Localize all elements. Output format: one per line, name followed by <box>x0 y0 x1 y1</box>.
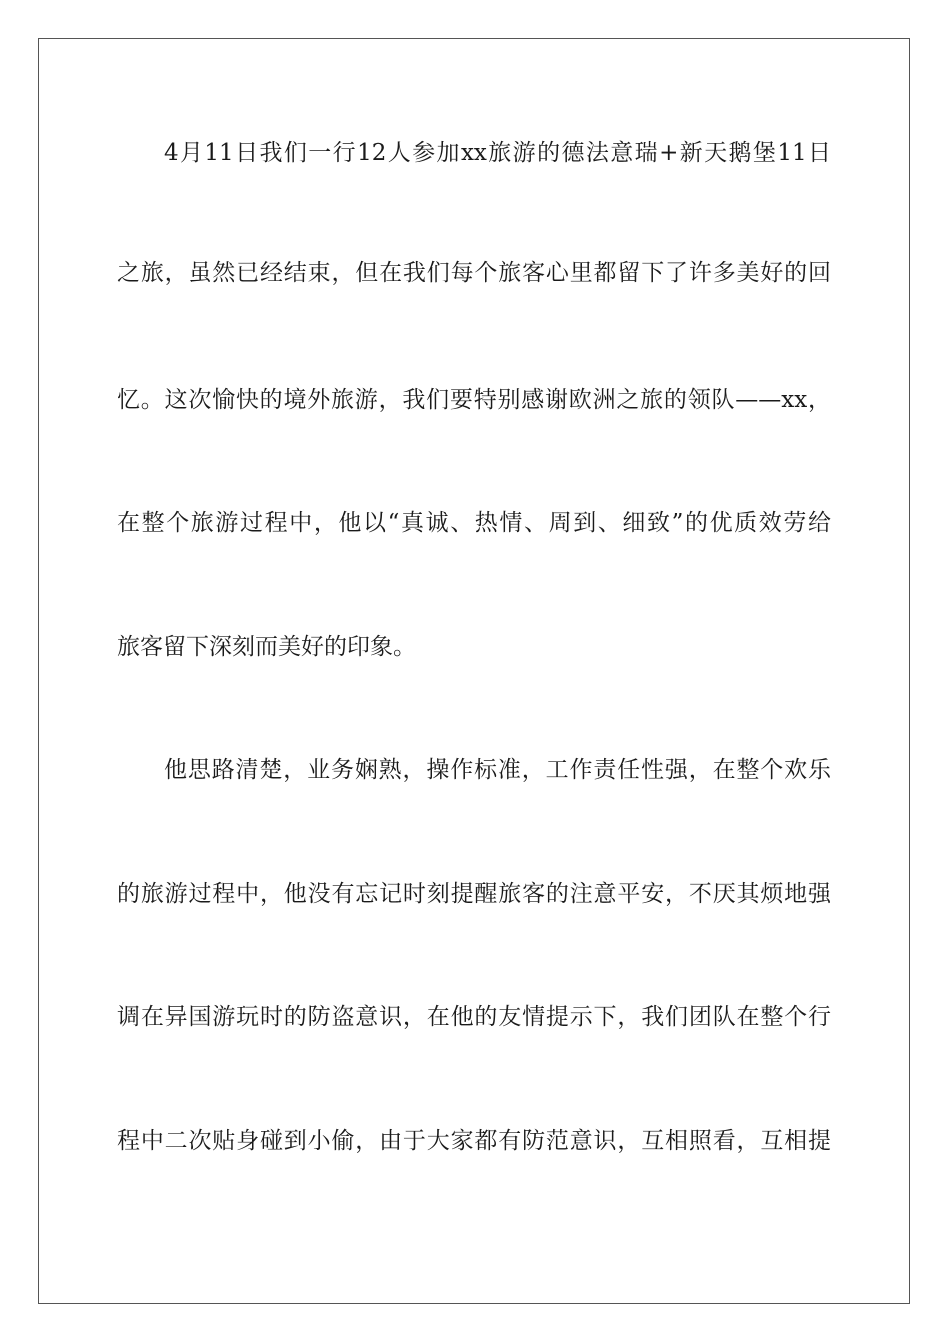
paragraph-2-line-4: 程中二次贴身碰到小偷，由于大家都有防范意识，互相照看，互相提 <box>117 1128 831 1154</box>
paragraph-2-line-1: 他思路清楚，业务娴熟，操作标准，工作责任性强，在整个欢乐 <box>164 757 831 783</box>
paragraph-1-line-4: 在整个旅游过程中，他以“真诚、热情、周到、细致”的优质效劳给 <box>117 510 831 536</box>
paragraph-1-line-1: 4月11日我们一行12人参加xx旅游的德法意瑞+新天鹅堡11日 <box>164 140 831 166</box>
paragraph-2-line-3: 调在异国游玩时的防盗意识，在他的友情提示下，我们团队在整个行 <box>117 1004 831 1030</box>
page-border <box>38 38 910 1304</box>
paragraph-1-line-5: 旅客留下深刻而美好的印象。 <box>117 634 416 660</box>
paragraph-1-line-2: 之旅，虽然已经结束，但在我们每个旅客心里都留下了许多美好的回 <box>117 260 831 286</box>
paragraph-1-line-3: 忆。这次愉快的境外旅游，我们要特别感谢欧洲之旅的领队——xx， <box>117 387 831 413</box>
paragraph-2-line-2: 的旅游过程中，他没有忘记时刻提醒旅客的注意平安，不厌其烦地强 <box>117 881 831 907</box>
